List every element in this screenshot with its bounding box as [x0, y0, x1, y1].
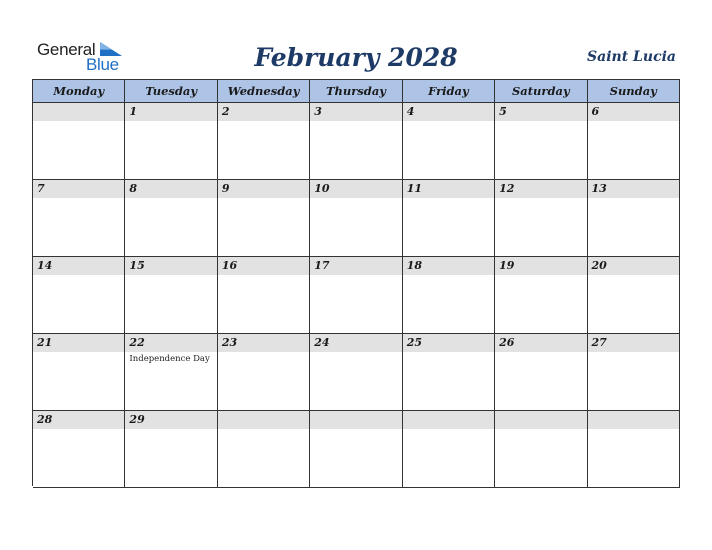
day-number: 28 — [37, 413, 53, 426]
day-cell — [588, 103, 680, 180]
day-band — [310, 411, 401, 429]
day-number: 8 — [129, 182, 138, 195]
day-number: 9 — [221, 182, 230, 195]
day-cell — [218, 411, 310, 488]
day-band — [588, 257, 679, 275]
day-cell — [495, 411, 587, 488]
day-number: 17 — [314, 259, 330, 272]
holiday-label: Independence Day — [129, 354, 210, 364]
weekday-header-thursday: Thursday — [310, 80, 402, 103]
day-cell — [33, 103, 125, 180]
day-cell — [588, 334, 680, 411]
day-cell — [310, 103, 402, 180]
logo-blue-text: Blue — [86, 55, 119, 74]
day-cell — [33, 257, 125, 334]
day-band — [588, 411, 679, 429]
day-cell — [310, 411, 402, 488]
day-cell — [125, 103, 217, 180]
calendar-grid — [32, 79, 680, 486]
day-band — [125, 411, 216, 429]
day-number: 19 — [499, 259, 515, 272]
day-cell — [218, 257, 310, 334]
day-band — [588, 180, 679, 198]
day-cell — [33, 180, 125, 257]
day-band — [403, 257, 494, 275]
day-number: 10 — [314, 182, 330, 195]
day-cell — [403, 103, 495, 180]
day-cell — [403, 180, 495, 257]
day-number: 16 — [221, 259, 238, 272]
day-band — [403, 180, 494, 198]
day-band — [218, 411, 309, 429]
day-band — [495, 257, 586, 275]
weekday-header-saturday: Saturday — [495, 80, 587, 103]
day-cell — [310, 180, 402, 257]
day-number: 21 — [37, 336, 53, 349]
day-cell — [125, 411, 217, 488]
day-band — [310, 257, 401, 275]
day-cell — [495, 180, 587, 257]
weekday-header-friday: Friday — [403, 80, 495, 103]
day-cell — [403, 411, 495, 488]
day-number: 6 — [591, 105, 600, 118]
logo-general-text: General — [37, 40, 96, 59]
week-row — [33, 411, 680, 488]
day-number: 27 — [591, 336, 607, 349]
weekday-header-monday: Monday — [33, 80, 125, 103]
day-cell — [218, 180, 310, 257]
day-cell — [310, 334, 402, 411]
day-band — [33, 334, 124, 352]
week-row — [33, 103, 680, 180]
day-band — [310, 103, 401, 121]
day-cell — [588, 257, 680, 334]
day-cell — [495, 334, 587, 411]
day-band — [310, 334, 401, 352]
week-row — [33, 180, 680, 257]
weekday-header-sunday: Sunday — [588, 80, 680, 103]
weekday-header-wednesday: Wednesday — [218, 80, 310, 103]
week-row — [33, 257, 680, 334]
day-number: 13 — [591, 182, 607, 195]
week-row — [33, 334, 680, 411]
day-cell — [218, 334, 310, 411]
day-cell — [125, 334, 217, 411]
day-number: 15 — [129, 259, 145, 272]
day-number: 24 — [314, 336, 330, 349]
day-band — [33, 180, 124, 198]
day-cell — [588, 180, 680, 257]
day-cell — [403, 334, 495, 411]
day-number: 25 — [406, 336, 422, 349]
day-band — [588, 103, 679, 121]
day-band — [403, 103, 494, 121]
day-band — [125, 103, 216, 121]
day-number: 18 — [406, 259, 422, 272]
day-cell — [495, 103, 587, 180]
day-band — [218, 257, 309, 275]
day-band — [495, 180, 586, 198]
day-band — [403, 411, 494, 429]
day-number: 4 — [406, 105, 415, 118]
day-number: 26 — [499, 336, 515, 349]
day-band — [495, 411, 586, 429]
day-number: 20 — [591, 259, 607, 272]
day-band — [403, 334, 494, 352]
day-band — [218, 180, 309, 198]
day-band — [495, 334, 586, 352]
day-cell — [403, 257, 495, 334]
day-cell — [310, 257, 402, 334]
day-band — [125, 257, 216, 275]
weekday-header-row — [33, 80, 680, 103]
day-number: 29 — [129, 413, 145, 426]
day-number: 11 — [406, 182, 422, 195]
day-band — [218, 334, 309, 352]
day-number: 14 — [37, 259, 53, 272]
day-band — [125, 334, 216, 352]
country-name: Saint Lucia — [587, 49, 676, 65]
day-number: 1 — [129, 105, 138, 118]
day-band — [218, 103, 309, 121]
day-cell — [125, 257, 217, 334]
day-band — [125, 180, 216, 198]
day-cell — [33, 411, 125, 488]
day-band — [33, 257, 124, 275]
day-cell — [588, 411, 680, 488]
day-cell — [33, 334, 125, 411]
day-cell — [125, 180, 217, 257]
day-cell — [495, 257, 587, 334]
day-cell — [218, 103, 310, 180]
day-number: 12 — [499, 182, 515, 195]
day-band — [33, 411, 124, 429]
day-number: 3 — [314, 105, 322, 118]
day-band — [33, 103, 124, 121]
day-number: 23 — [221, 336, 238, 349]
day-number: 7 — [37, 182, 45, 195]
day-band — [310, 180, 401, 198]
weekday-header-tuesday: Tuesday — [125, 80, 217, 103]
day-number: 22 — [129, 336, 145, 349]
day-band — [495, 103, 586, 121]
day-number: 5 — [499, 105, 507, 118]
calendar-title: February 2028 — [254, 43, 458, 72]
day-band — [588, 334, 679, 352]
day-number: 2 — [221, 105, 230, 118]
